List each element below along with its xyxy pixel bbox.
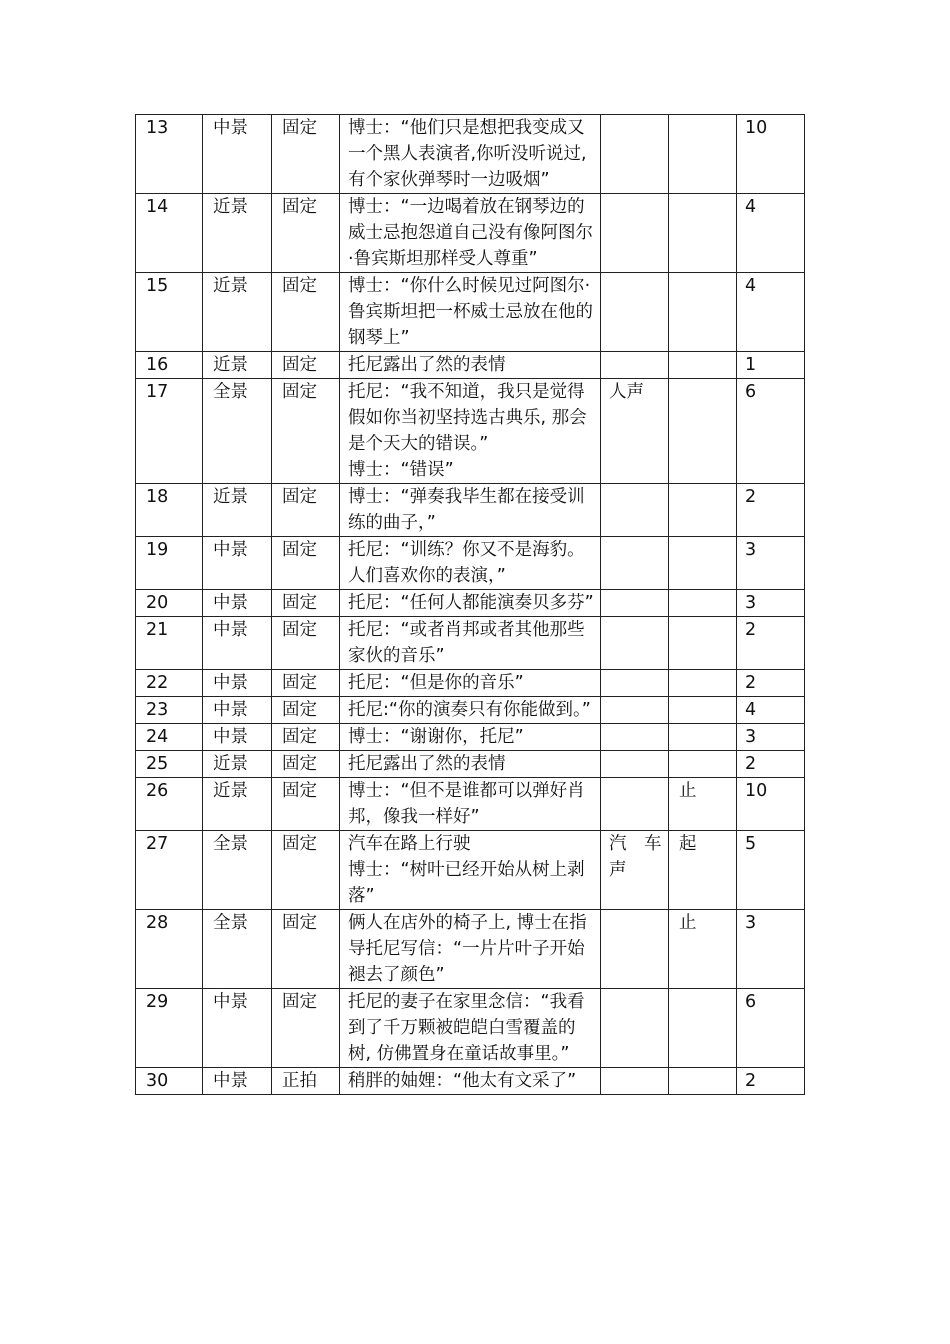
music-cell [669, 670, 737, 697]
content-cell [340, 590, 601, 617]
music-cell [669, 537, 737, 590]
camera-move-cell: 固定 [272, 484, 340, 537]
shot-number-cell: 23 [136, 697, 203, 724]
music-cell [669, 194, 737, 273]
content-cell [340, 484, 601, 537]
sound-cell [601, 724, 669, 751]
sound-cell [601, 617, 669, 670]
shot-list-body [136, 115, 805, 1095]
content-cell [340, 778, 601, 831]
content-cell [340, 352, 601, 379]
sound-cell [601, 273, 669, 352]
table-row [136, 831, 805, 910]
camera-move-cell: 固定 [272, 115, 340, 194]
music-cell [669, 697, 737, 724]
duration-cell: 10 [737, 115, 805, 194]
camera-move-cell: 固定 [272, 724, 340, 751]
shot-number-cell: 30 [136, 1068, 203, 1095]
camera-move-cell: 固定 [272, 670, 340, 697]
sound-cell [601, 537, 669, 590]
music-cell [669, 115, 737, 194]
shot-number-cell: 27 [136, 831, 203, 910]
music-cell [669, 989, 737, 1068]
shot-size-cell: 近景 [203, 352, 272, 379]
music-cell [669, 379, 737, 484]
table-row [136, 910, 805, 989]
content-line: 托尼：“或者肖邦或者其他那些家伙的音乐” [348, 620, 585, 666]
shot-size-cell: 近景 [203, 194, 272, 273]
content-cell [340, 617, 601, 670]
shot-number-cell: 26 [136, 778, 203, 831]
table-row [136, 617, 805, 670]
shot-number-cell: 14 [136, 194, 203, 273]
camera-move-cell: 固定 [272, 590, 340, 617]
shot-size-cell: 中景 [203, 115, 272, 194]
music-cell: 止 [669, 778, 737, 831]
camera-move-cell: 固定 [272, 617, 340, 670]
table-row [136, 751, 805, 778]
camera-move-cell: 固定 [272, 379, 340, 484]
duration-cell: 3 [737, 537, 805, 590]
duration-cell: 6 [737, 989, 805, 1068]
camera-move-cell: 固定 [272, 194, 340, 273]
content-line: 托尼露出了然的表情 [348, 355, 506, 375]
content-cell [340, 194, 601, 273]
sound-cell [601, 670, 669, 697]
duration-cell: 2 [737, 617, 805, 670]
content-cell [340, 115, 601, 194]
table-row [136, 537, 805, 590]
content-line: 托尼：“我不知道，我只是觉得假如你当初坚持选古典乐, 那会是个天大的错误。” [348, 382, 587, 454]
shot-number-cell: 24 [136, 724, 203, 751]
music-cell [669, 352, 737, 379]
shot-number-cell: 13 [136, 115, 203, 194]
content-line: 俩人在店外的椅子上, 博士在指导托尼写信：“一片片叶子开始褪去了颜色” [348, 913, 587, 985]
shot-list-table [135, 114, 805, 1095]
content-line: 博士：“错误” [348, 460, 454, 480]
music-cell: 止 [669, 910, 737, 989]
shot-number-cell: 20 [136, 590, 203, 617]
content-line: 博士：“他们只是想把我变成又一个黑人表演者,你听没听说过, 有个家伙弹琴时一边吸烟” [348, 118, 587, 190]
content-cell [340, 989, 601, 1068]
content-line: 博士：“弹奏我毕生都在接受训练的曲子，” [348, 487, 585, 533]
content-cell [340, 1068, 601, 1095]
content-line: 博士：“树叶已经开始从树上剥落” [348, 860, 585, 906]
sound-cell [601, 778, 669, 831]
camera-move-cell: 固定 [272, 273, 340, 352]
shot-size-cell: 中景 [203, 724, 272, 751]
table-row [136, 670, 805, 697]
shot-size-cell: 中景 [203, 590, 272, 617]
table-row [136, 194, 805, 273]
table-row [136, 590, 805, 617]
content-cell [340, 910, 601, 989]
music-cell [669, 724, 737, 751]
camera-move-cell: 固定 [272, 989, 340, 1068]
shot-size-cell: 中景 [203, 989, 272, 1068]
content-cell [340, 379, 601, 484]
sound-cell [601, 989, 669, 1068]
content-cell [340, 670, 601, 697]
shot-number-cell: 15 [136, 273, 203, 352]
content-cell [340, 751, 601, 778]
music-cell [669, 590, 737, 617]
duration-cell: 2 [737, 751, 805, 778]
camera-move-cell: 固定 [272, 352, 340, 379]
music-cell [669, 1068, 737, 1095]
shot-number-cell: 16 [136, 352, 203, 379]
shot-size-cell: 近景 [203, 751, 272, 778]
duration-cell: 4 [737, 273, 805, 352]
table-row [136, 724, 805, 751]
camera-move-cell: 固定 [272, 778, 340, 831]
sound-cell [601, 194, 669, 273]
shot-size-cell: 中景 [203, 617, 272, 670]
camera-move-cell: 正拍 [272, 1068, 340, 1095]
duration-cell: 2 [737, 484, 805, 537]
content-line: 托尼的妻子在家里念信：“我看到了千万颗被皑皑白雪覆盖的树, 仿佛置身在童话故事里。” [348, 992, 585, 1064]
table-row [136, 273, 805, 352]
content-line: 博士：“你什么时候见过阿图尔·鲁宾斯坦把一杯威士忌放在他的钢琴上” [348, 276, 593, 348]
duration-cell: 3 [737, 910, 805, 989]
duration-cell: 3 [737, 590, 805, 617]
content-line: 托尼：“任何人都能演奏贝多芬” [348, 593, 594, 613]
sound-cell [601, 115, 669, 194]
table-row [136, 484, 805, 537]
shot-number-cell: 22 [136, 670, 203, 697]
music-cell: 起 [669, 831, 737, 910]
duration-cell: 4 [737, 194, 805, 273]
content-line: 托尼：“但是你的音乐” [348, 673, 524, 693]
sound-cell [601, 910, 669, 989]
sound-cell: 人声 [601, 379, 669, 484]
table-row [136, 352, 805, 379]
music-cell [669, 484, 737, 537]
content-cell [340, 273, 601, 352]
shot-size-cell: 近景 [203, 484, 272, 537]
sound-cell [601, 484, 669, 537]
camera-move-cell: 固定 [272, 751, 340, 778]
content-line: 博士：“但不是谁都可以弹好肖邦，像我一样好” [348, 781, 585, 827]
content-cell [340, 724, 601, 751]
shot-number-cell: 19 [136, 537, 203, 590]
content-line: 汽车在路上行驶 [348, 834, 471, 854]
duration-cell: 1 [737, 352, 805, 379]
duration-cell: 10 [737, 778, 805, 831]
sound-cell [601, 697, 669, 724]
table-row [136, 697, 805, 724]
shot-size-cell: 中景 [203, 670, 272, 697]
table-row [136, 1068, 805, 1095]
table-row [136, 778, 805, 831]
shot-number-cell: 21 [136, 617, 203, 670]
content-line: 博士：“一边喝着放在钢琴边的威士忌抱怨道自己没有像阿图尔·鲁宾斯坦那样受人尊重” [348, 197, 593, 269]
content-cell [340, 831, 601, 910]
table-row [136, 379, 805, 484]
music-cell [669, 273, 737, 352]
shot-number-cell: 28 [136, 910, 203, 989]
table-row [136, 115, 805, 194]
shot-size-cell: 全景 [203, 379, 272, 484]
table-row [136, 989, 805, 1068]
sound-cell [601, 590, 669, 617]
shot-size-cell: 中景 [203, 537, 272, 590]
shot-size-cell: 中景 [203, 1068, 272, 1095]
camera-move-cell: 固定 [272, 537, 340, 590]
music-cell [669, 751, 737, 778]
shot-number-cell: 18 [136, 484, 203, 537]
duration-cell: 5 [737, 831, 805, 910]
sound-cell: 汽 车声 [601, 831, 669, 910]
shot-size-cell: 中景 [203, 697, 272, 724]
content-line: 稍胖的妯娌：“他太有文采了” [348, 1071, 577, 1091]
sound-cell [601, 1068, 669, 1095]
duration-cell: 2 [737, 1068, 805, 1095]
shot-size-cell: 近景 [203, 273, 272, 352]
sound-cell [601, 751, 669, 778]
content-line: 博士：“谢谢你，托尼” [348, 727, 524, 747]
sound-cell [601, 352, 669, 379]
content-line: 托尼：“训练？你又不是海豹。人们喜欢你的表演，” [348, 540, 585, 586]
camera-move-cell: 固定 [272, 831, 340, 910]
shot-size-cell: 全景 [203, 910, 272, 989]
content-cell [340, 537, 601, 590]
duration-cell: 4 [737, 697, 805, 724]
camera-move-cell: 固定 [272, 910, 340, 989]
content-line: 托尼露出了然的表情 [348, 754, 506, 774]
content-cell [340, 697, 601, 724]
camera-move-cell: 固定 [272, 697, 340, 724]
shot-size-cell: 近景 [203, 778, 272, 831]
shot-number-cell: 29 [136, 989, 203, 1068]
duration-cell: 2 [737, 670, 805, 697]
music-cell [669, 617, 737, 670]
duration-cell: 6 [737, 379, 805, 484]
shot-number-cell: 17 [136, 379, 203, 484]
content-line: 托尼:“你的演奏只有你能做到。” [348, 700, 591, 720]
shot-size-cell: 全景 [203, 831, 272, 910]
duration-cell: 3 [737, 724, 805, 751]
shot-number-cell: 25 [136, 751, 203, 778]
